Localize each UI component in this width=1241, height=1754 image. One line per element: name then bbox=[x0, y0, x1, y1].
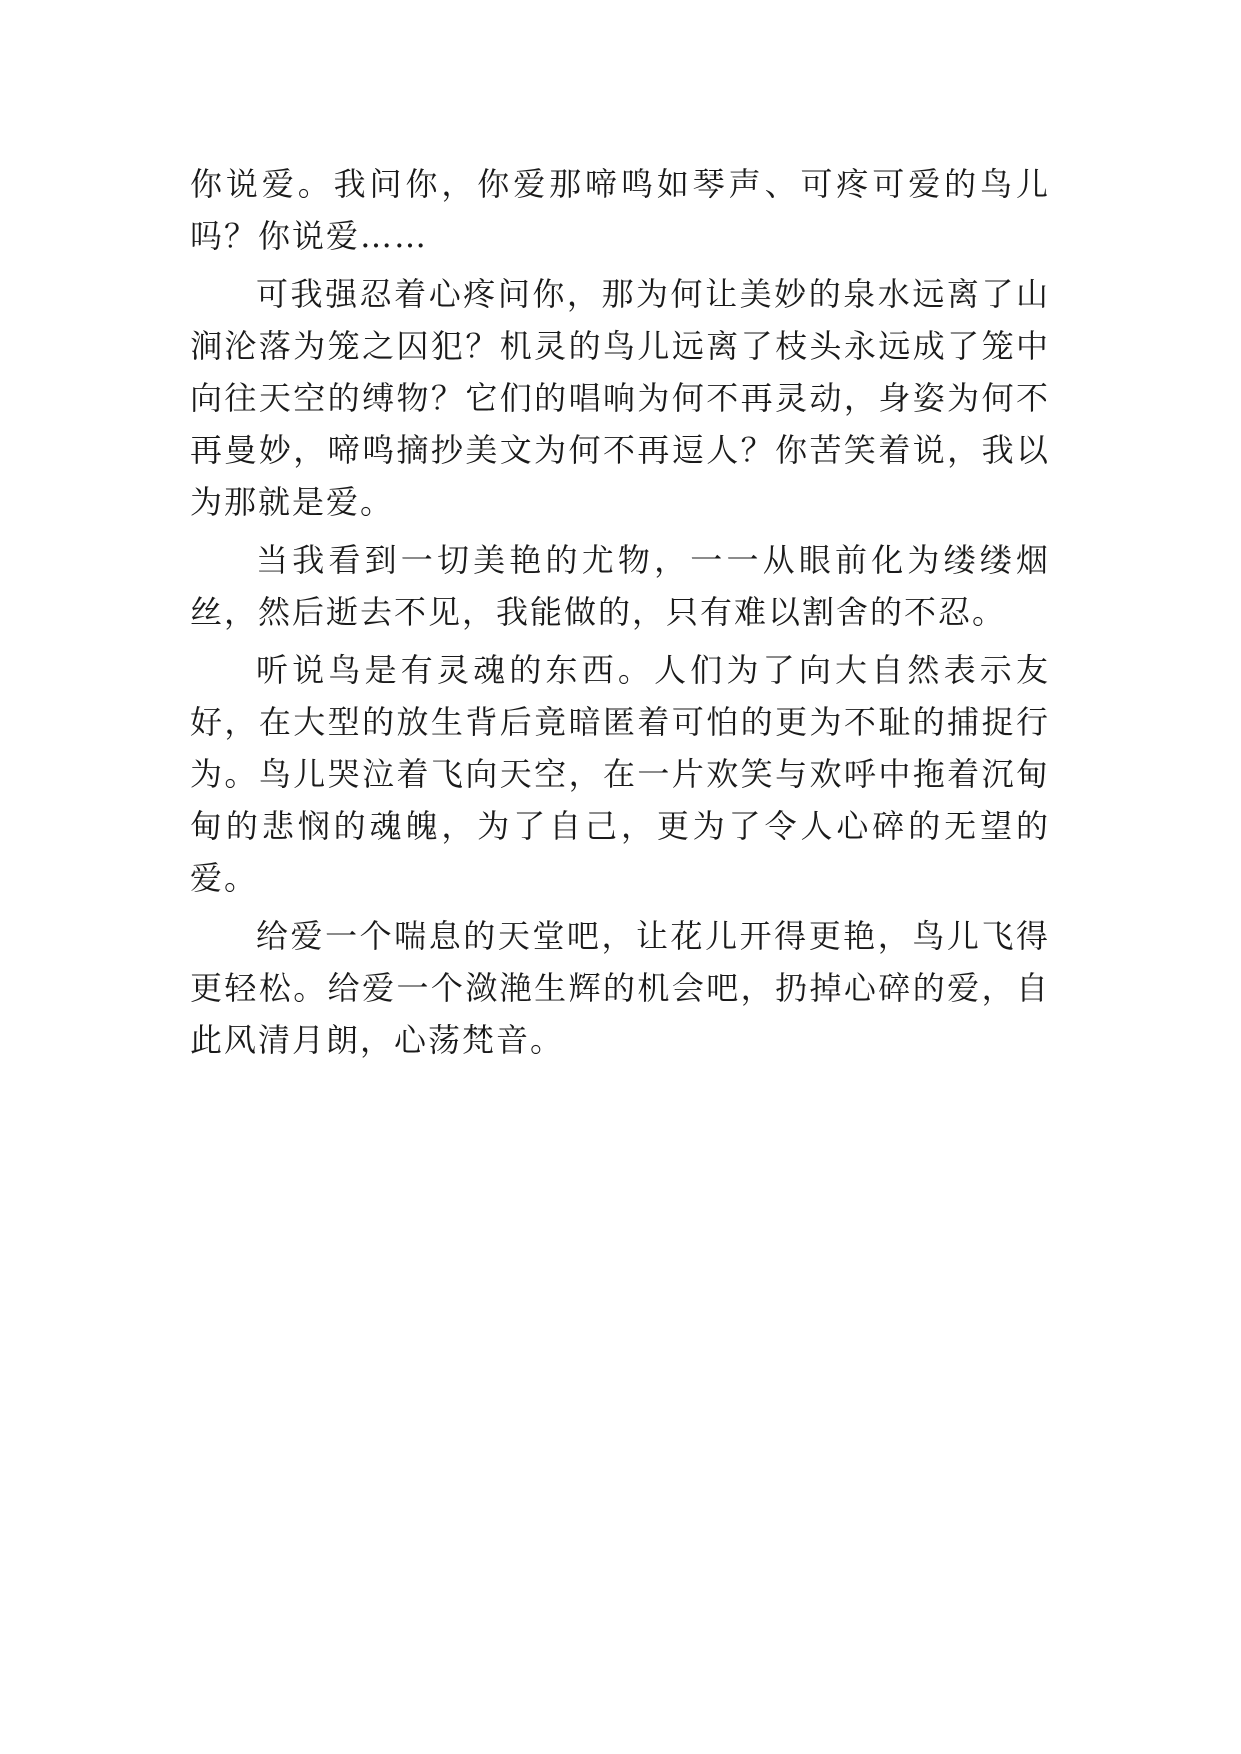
paragraph-3: 当我看到一切美艳的尤物，一一从眼前化为缕缕烟丝，然后逝去不见，我能做的，只有难以割舍的不忍。 bbox=[190, 541, 1050, 631]
paragraph-2: 可我强忍着心疼问你，那为何让美妙的泉水远离了山涧沦落为笼之囚犯？机灵的鸟儿远离了枝头永远成了笼中向往天空的缚物？它们的唱响为何不再灵动，身姿为何不再曼妙，啼鸣摘抄美文为何不再逗人？你苦笑着说，我以为那就是爱。 bbox=[190, 275, 1050, 521]
paragraph-1: 你说爱。我问你，你爱那啼鸣如琴声、可疼可爱的鸟儿吗？你说爱…… bbox=[190, 165, 1050, 255]
paragraph-5: 给爱一个喘息的天堂吧，让花儿开得更艳，鸟儿飞得更轻松。给爱一个潋滟生辉的机会吧，扔掉心碎的爱，自此风清月朗，心荡梵音。 bbox=[190, 917, 1050, 1059]
document-body bbox=[190, 158, 1050, 1066]
paragraph-4: 听说鸟是有灵魂的东西。人们为了向大自然表示友好，在大型的放生背后竟暗匿着可怕的更为不耻的捕捉行为。鸟儿哭泣着飞向天空，在一片欢笑与欢呼中拖着沉甸甸的悲悯的魂魄，为了自己，更为了令人心碎的无望的爱。 bbox=[190, 651, 1050, 897]
